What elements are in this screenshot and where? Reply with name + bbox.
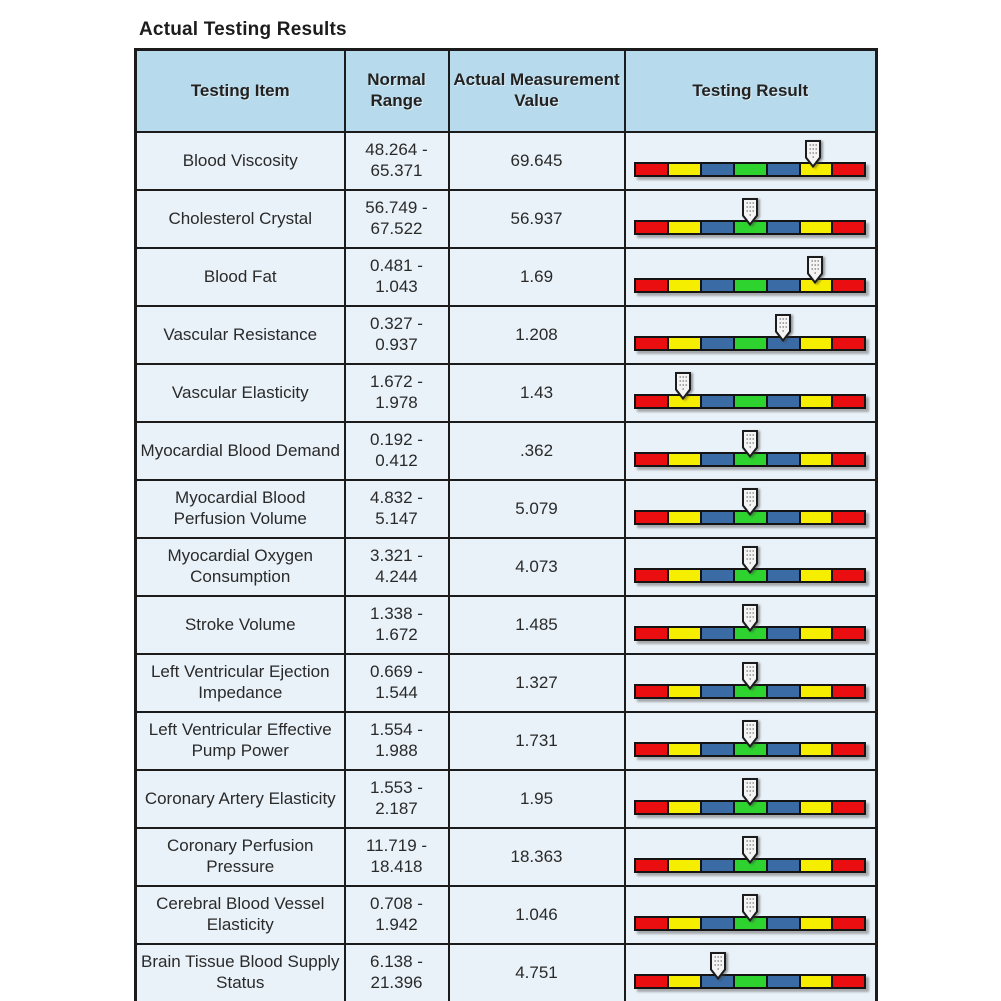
- bar-segment-yellow: [669, 454, 702, 465]
- normal-range-cell: 1.554 - 1.988: [345, 712, 449, 770]
- normal-range-cell: 0.669 - 1.544: [345, 654, 449, 712]
- table-row: [136, 770, 877, 828]
- table-row: [136, 596, 877, 654]
- page-title: Actual Testing Results: [139, 19, 347, 40]
- results-table: [134, 48, 878, 1001]
- result-bar: [634, 425, 866, 477]
- normal-range-cell: 0.481 - 1.043: [345, 248, 449, 306]
- bar-segment-red: [833, 744, 864, 755]
- header-row: [136, 50, 877, 133]
- bar-segment-red: [636, 918, 669, 929]
- testing-result-cell: [625, 770, 877, 828]
- bar-segment-red: [833, 860, 864, 871]
- result-marker-icon: [740, 429, 760, 459]
- bar-segment-blue: [702, 744, 735, 755]
- testing-item-cell: Cerebral Blood Vessel Elasticity: [136, 886, 345, 944]
- testing-result-cell: [625, 538, 877, 596]
- normal-range-cell: 0.708 - 1.942: [345, 886, 449, 944]
- result-bar: [634, 599, 866, 651]
- bar-segment-red: [636, 628, 669, 639]
- testing-item-cell: Myocardial Blood Perfusion Volume: [136, 480, 345, 538]
- bar-segment-yellow: [801, 976, 834, 987]
- bar-segment-red: [636, 802, 669, 813]
- table-row: [136, 306, 877, 364]
- testing-item-cell: Brain Tissue Blood Supply Status: [136, 944, 345, 1001]
- result-marker-icon: [740, 893, 760, 923]
- result-bar: [634, 889, 866, 941]
- testing-item-cell: Left Ventricular Effective Pump Power: [136, 712, 345, 770]
- testing-item-cell: Myocardial Oxygen Consumption: [136, 538, 345, 596]
- result-bar-track: [634, 278, 866, 293]
- normal-range-cell: 56.749 - 67.522: [345, 190, 449, 248]
- result-marker-icon: [803, 139, 823, 169]
- normal-range-cell: 0.327 - 0.937: [345, 306, 449, 364]
- result-marker-icon: [673, 371, 693, 401]
- result-marker-icon: [805, 255, 825, 285]
- result-bar: [634, 541, 866, 593]
- bar-segment-yellow: [669, 280, 702, 291]
- bar-segment-green: [735, 164, 768, 175]
- testing-item-cell: Blood Viscosity: [136, 132, 345, 190]
- testing-item-cell: Vascular Resistance: [136, 306, 345, 364]
- bar-segment-blue: [768, 570, 801, 581]
- result-bar: [634, 657, 866, 709]
- bar-segment-blue: [768, 860, 801, 871]
- result-bar: [634, 715, 866, 767]
- bar-segment-blue: [702, 802, 735, 813]
- bar-segment-red: [833, 918, 864, 929]
- column-header-testing-result: Testing Result: [625, 50, 877, 133]
- testing-item-cell: Coronary Perfusion Pressure: [136, 828, 345, 886]
- bar-segment-yellow: [669, 164, 702, 175]
- bar-segment-red: [636, 976, 669, 987]
- result-marker-icon: [740, 603, 760, 633]
- bar-segment-red: [636, 164, 669, 175]
- measurement-value-cell: 56.937: [449, 190, 625, 248]
- result-marker-icon: [708, 951, 728, 981]
- result-marker-icon: [740, 487, 760, 517]
- bar-segment-blue: [768, 222, 801, 233]
- testing-result-cell: [625, 306, 877, 364]
- testing-result-cell: [625, 828, 877, 886]
- testing-item-cell: Blood Fat: [136, 248, 345, 306]
- result-marker-icon: [773, 313, 793, 343]
- bar-segment-red: [833, 570, 864, 581]
- bar-segment-blue: [702, 396, 735, 407]
- bar-segment-red: [636, 338, 669, 349]
- result-bar-track: [634, 336, 866, 351]
- bar-segment-yellow: [801, 918, 834, 929]
- normal-range-cell: 6.138 - 21.396: [345, 944, 449, 1001]
- bar-segment-red: [636, 396, 669, 407]
- testing-item-cell: Cholesterol Crystal: [136, 190, 345, 248]
- bar-segment-yellow: [669, 338, 702, 349]
- result-marker-icon: [740, 545, 760, 575]
- bar-segment-yellow: [669, 802, 702, 813]
- bar-segment-red: [833, 976, 864, 987]
- bar-segment-blue: [768, 164, 801, 175]
- bar-segment-blue: [768, 396, 801, 407]
- normal-range-cell: 1.553 - 2.187: [345, 770, 449, 828]
- bar-segment-red: [833, 628, 864, 639]
- bar-segment-red: [636, 222, 669, 233]
- measurement-value-cell: 1.327: [449, 654, 625, 712]
- table-row: [136, 828, 877, 886]
- bar-segment-blue: [702, 222, 735, 233]
- table-row: [136, 364, 877, 422]
- measurement-value-cell: 1.046: [449, 886, 625, 944]
- bar-segment-green: [735, 396, 768, 407]
- table-row: [136, 538, 877, 596]
- testing-item-cell: Vascular Elasticity: [136, 364, 345, 422]
- measurement-value-cell: 1.69: [449, 248, 625, 306]
- table-row: [136, 944, 877, 1001]
- bar-segment-blue: [702, 570, 735, 581]
- bar-segment-yellow: [801, 222, 834, 233]
- result-bar-track: [634, 162, 866, 177]
- bar-segment-yellow: [669, 570, 702, 581]
- measurement-value-cell: .362: [449, 422, 625, 480]
- testing-result-cell: [625, 422, 877, 480]
- measurement-value-cell: 18.363: [449, 828, 625, 886]
- normal-range-cell: 48.264 - 65.371: [345, 132, 449, 190]
- result-bar: [634, 251, 866, 303]
- table-row: [136, 248, 877, 306]
- bar-segment-red: [636, 860, 669, 871]
- bar-segment-yellow: [801, 512, 834, 523]
- bar-segment-yellow: [801, 686, 834, 697]
- result-marker-icon: [740, 835, 760, 865]
- normal-range-cell: 1.672 - 1.978: [345, 364, 449, 422]
- table-row: [136, 480, 877, 538]
- bar-segment-red: [636, 280, 669, 291]
- measurement-value-cell: 1.43: [449, 364, 625, 422]
- bar-segment-yellow: [801, 570, 834, 581]
- bar-segment-yellow: [669, 222, 702, 233]
- bar-segment-red: [636, 744, 669, 755]
- testing-result-cell: [625, 886, 877, 944]
- testing-result-cell: [625, 364, 877, 422]
- measurement-value-cell: 69.645: [449, 132, 625, 190]
- bar-segment-yellow: [801, 396, 834, 407]
- column-header-normal-range: Normal Range: [345, 50, 449, 133]
- table-row: [136, 886, 877, 944]
- table-header: [136, 50, 877, 133]
- result-bar: [634, 483, 866, 535]
- bar-segment-red: [833, 802, 864, 813]
- result-marker-icon: [740, 197, 760, 227]
- measurement-value-cell: 5.079: [449, 480, 625, 538]
- result-bar: [634, 773, 866, 825]
- table-row: [136, 132, 877, 190]
- bar-segment-yellow: [669, 686, 702, 697]
- testing-result-cell: [625, 480, 877, 538]
- testing-result-cell: [625, 248, 877, 306]
- testing-item-cell: Left Ventricular Ejection Impedance: [136, 654, 345, 712]
- column-header-testing-item: Testing Item: [136, 50, 345, 133]
- bar-segment-yellow: [801, 628, 834, 639]
- normal-range-cell: 3.321 - 4.244: [345, 538, 449, 596]
- bar-segment-green: [735, 338, 768, 349]
- measurement-value-cell: 4.073: [449, 538, 625, 596]
- result-bar: [634, 309, 866, 361]
- bar-segment-blue: [768, 802, 801, 813]
- result-bar-track: [634, 394, 866, 409]
- bar-segment-green: [735, 280, 768, 291]
- bar-segment-red: [833, 454, 864, 465]
- result-bar: [634, 135, 866, 187]
- bar-segment-blue: [702, 686, 735, 697]
- normal-range-cell: 1.338 - 1.672: [345, 596, 449, 654]
- bar-segment-blue: [768, 628, 801, 639]
- table-body: [136, 132, 877, 1001]
- bar-segment-red: [833, 164, 864, 175]
- bar-segment-green: [735, 976, 768, 987]
- testing-item-cell: Myocardial Blood Demand: [136, 422, 345, 480]
- bar-segment-yellow: [801, 802, 834, 813]
- bar-segment-yellow: [669, 744, 702, 755]
- bar-segment-blue: [768, 976, 801, 987]
- result-marker-icon: [740, 661, 760, 691]
- bar-segment-blue: [702, 454, 735, 465]
- bar-segment-yellow: [801, 454, 834, 465]
- testing-result-cell: [625, 712, 877, 770]
- testing-result-cell: [625, 596, 877, 654]
- testing-result-cell: [625, 944, 877, 1001]
- testing-result-cell: [625, 654, 877, 712]
- bar-segment-blue: [768, 280, 801, 291]
- bar-segment-red: [636, 512, 669, 523]
- bar-segment-blue: [702, 512, 735, 523]
- bar-segment-blue: [702, 860, 735, 871]
- bar-segment-blue: [702, 280, 735, 291]
- bar-segment-red: [833, 512, 864, 523]
- testing-item-cell: Stroke Volume: [136, 596, 345, 654]
- measurement-value-cell: 4.751: [449, 944, 625, 1001]
- table-row: [136, 712, 877, 770]
- bar-segment-blue: [768, 454, 801, 465]
- table-row: [136, 190, 877, 248]
- bar-segment-yellow: [669, 860, 702, 871]
- result-bar: [634, 831, 866, 883]
- testing-result-cell: [625, 132, 877, 190]
- result-marker-icon: [740, 777, 760, 807]
- result-bar: [634, 367, 866, 419]
- bar-segment-blue: [768, 744, 801, 755]
- bar-segment-red: [636, 686, 669, 697]
- bar-segment-blue: [702, 628, 735, 639]
- result-marker-icon: [740, 719, 760, 749]
- bar-segment-red: [833, 686, 864, 697]
- testing-item-cell: Coronary Artery Elasticity: [136, 770, 345, 828]
- bar-segment-yellow: [669, 918, 702, 929]
- table-row: [136, 422, 877, 480]
- bar-segment-yellow: [801, 338, 834, 349]
- testing-result-cell: [625, 190, 877, 248]
- bar-segment-blue: [702, 164, 735, 175]
- bar-segment-blue: [768, 512, 801, 523]
- bar-segment-red: [833, 280, 864, 291]
- bar-segment-blue: [768, 686, 801, 697]
- normal-range-cell: 11.719 - 18.418: [345, 828, 449, 886]
- bar-segment-blue: [702, 338, 735, 349]
- result-bar: [634, 947, 866, 999]
- column-header-actual-value: Actual Measurement Value: [449, 50, 625, 133]
- bar-segment-yellow: [801, 744, 834, 755]
- measurement-value-cell: 1.95: [449, 770, 625, 828]
- bar-segment-yellow: [801, 860, 834, 871]
- bar-segment-yellow: [669, 976, 702, 987]
- bar-segment-red: [833, 396, 864, 407]
- bar-segment-yellow: [669, 628, 702, 639]
- result-bar-track: [634, 974, 866, 989]
- bar-segment-blue: [768, 918, 801, 929]
- bar-segment-yellow: [669, 512, 702, 523]
- bar-segment-red: [833, 338, 864, 349]
- bar-segment-blue: [702, 918, 735, 929]
- table-row: [136, 654, 877, 712]
- measurement-value-cell: 1.731: [449, 712, 625, 770]
- normal-range-cell: 4.832 - 5.147: [345, 480, 449, 538]
- normal-range-cell: 0.192 - 0.412: [345, 422, 449, 480]
- bar-segment-red: [636, 570, 669, 581]
- measurement-value-cell: 1.208: [449, 306, 625, 364]
- measurement-value-cell: 1.485: [449, 596, 625, 654]
- bar-segment-red: [636, 454, 669, 465]
- result-bar: [634, 193, 866, 245]
- bar-segment-red: [833, 222, 864, 233]
